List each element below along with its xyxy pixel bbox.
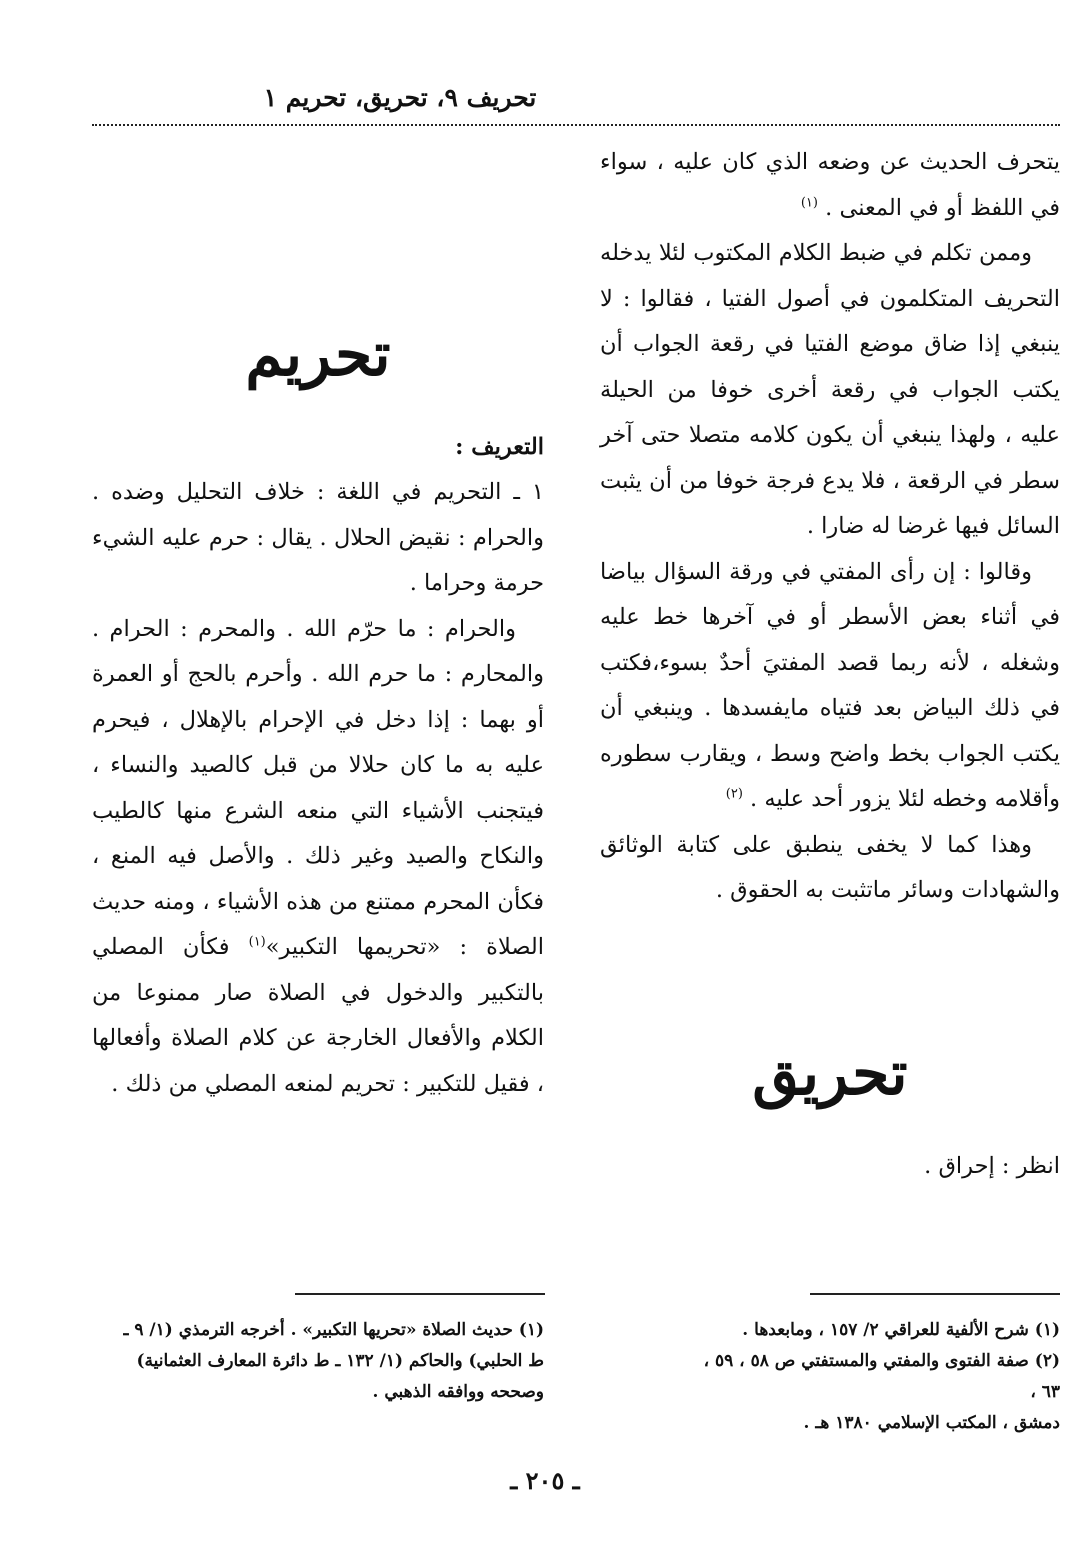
footnote-rule-right — [810, 1293, 1060, 1295]
footnote-continuation: وصححه ووافقه الذهبي . — [372, 1382, 544, 1402]
running-header: تحريف ٩، تحريق، تحريم ١ — [263, 83, 537, 112]
footnote-continuation: ط الحلبي) والحاكم (١/ ١٣٢ ـ ط دائرة المعارف العثمانية) — [136, 1351, 544, 1371]
left-column — [92, 140, 544, 1107]
entry-heading-tahrim: تحريم — [245, 320, 391, 390]
footnote: (١) حديث الصلاة «تحريها التكبير» . أخرجه الترمذي (١/ ٩ ـ — [123, 1320, 544, 1340]
footnote-marker: (١) — [248, 934, 266, 950]
right-column — [600, 140, 1060, 1189]
footnote-marker: (١) — [800, 195, 818, 210]
footnote-marker: (٢) — [725, 786, 743, 802]
footnotes-right — [690, 1315, 1060, 1439]
cross-reference: انظر : إحراق . — [924, 1152, 1060, 1179]
entry-heading-tahriq: تحريق — [752, 1038, 908, 1109]
footnote: (٢) صفة الفتوى والمفتي والمستفتي ص ٥٨ ، ٥٩ ، ٦٣ ، — [703, 1351, 1060, 1402]
footnote-continuation: دمشق ، المكتب الإسلامي ١٣٨٠ هـ . — [803, 1413, 1060, 1433]
paragraph: والحرام : ما حرّم الله . والمحرم : الحرام . والمحارم : ما حرم الله . وأحرم بالحج أو العمرة أو بهما : إذا دخل في الإحرام بالإهلال ، فيحرم عليه به ما كان حلالا من قبل كالصيد والنساء ، فيتجنب الأشياء التي منعه الشرع منها كالطيب والنكاح والصيد وغير ذلك . والأصل فيه المنع ، فكأن المحرم ممتنع من هذه الأشياء ، ومنه حديث الصلاة : «تحريمها التكبير»$^{(١)}$ فكأن المصلي بالتكبير والدخول في الصلاة صار ممنوعا من الكلام والأفعال الخارجة عن كلام الصلاة وأفعالها ، فقيل للتكبير : تحريم لمنعه المصلي من ذلك . — [92, 615, 545, 1097]
paragraph: يتحرف الحديث عن وضعه الذي كان عليه ، سواء في اللفظ أو في المعنى . $^{(١)}$ — [600, 149, 1060, 221]
page-number: ـ ٢٠٥ ـ — [510, 1466, 580, 1495]
header-dotted-rule — [92, 124, 1060, 126]
footnotes-left — [92, 1315, 544, 1408]
paragraph: وممن تكلم في ضبط الكلام المكتوب لئلا يدخله التحريف المتكلمون في أصول الفتيا ، فقالوا : لا ينبغي إذا ضاق موضع الفتيا في رقعة الجواب أن يكتب الجواب في رقعة أخرى خوفا من الحيلة عليه ، ولهذا ينبغي أن يكون كلامه متصلا حتى آخر سطر في الرقعة ، فلا يدع فرجة خوفا من أن يثبت السائل فيها غرضا له ضارا . — [600, 240, 1060, 539]
section-subheading: التعريف : — [455, 434, 544, 460]
paragraph: وهذا كما لا يخفى ينطبق على كتابة الوثائق والشهادات وسائر ماتثبت به الحقوق . — [600, 831, 1060, 903]
footnote-rule-left — [295, 1293, 545, 1295]
footnote: (١) شرح الألفية للعراقي ٢/ ١٥٧ ، ومابعدها . — [742, 1320, 1060, 1340]
paragraph: ١ ـ التحريم في اللغة : خلاف التحليل وضده . والحرام : نقيض الحلال . يقال : حرم عليه الشيء حرمة وحراما . — [92, 479, 544, 596]
paragraph: وقالوا : إن رأى المفتي في ورقة السؤال بياضا في أثناء بعض الأسطر أو في آخرها خط عليه وشغله ، لأنه ربما قصد المفتيَ أحدٌ بسوء،فكتب في ذلك البياض بعد فتياه مايفسدها . وينبغي أن يكتب الجواب بخط واضح وسط ، ويقارب سطوره وأقلامه وخطه لئلا يزور أحد عليه . $^{(٢)}$ — [600, 558, 1060, 812]
